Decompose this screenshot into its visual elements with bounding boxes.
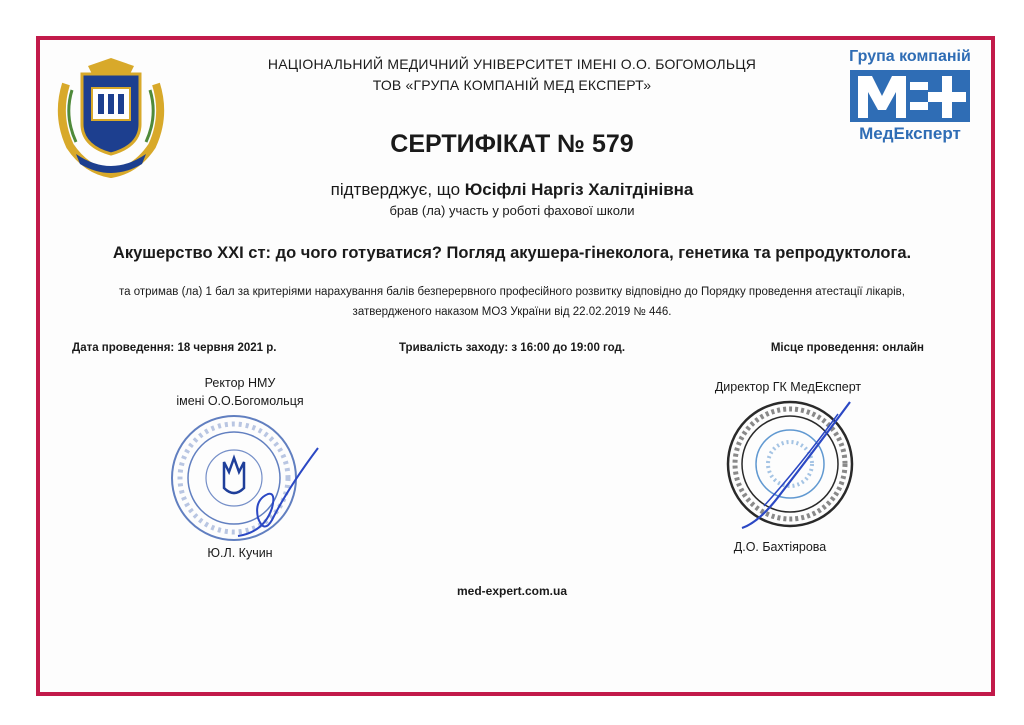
points-text-line-1: та отримав (ла) 1 бал за критеріями нарахування балів безперервного професійного розвитку відповідно до Порядку проведення атестації лікарів, xyxy=(119,286,905,298)
points-text-line-2: затвердженого наказом МОЗ України від 22.02.2019 № 446. xyxy=(352,306,672,318)
confirm-line xyxy=(0,180,1024,200)
certificate-title: СЕРТИФІКАТ № 579 xyxy=(390,130,634,158)
event-place: Місце проведення: онлайн xyxy=(770,342,924,354)
university-emblem-icon xyxy=(52,54,170,178)
rector-title-line-1: Ректор НМУ xyxy=(204,376,276,390)
recipient-name: Юсіфлі Наргіз Халітдінівна xyxy=(464,180,694,199)
university-stamp-icon xyxy=(168,408,328,548)
event-date: Дата проведення: 18 червня 2021 р. xyxy=(72,342,277,354)
logo-top-text: Група компаній xyxy=(849,48,971,65)
event-duration: Тривалість заходу: з 16:00 до 19:00 год. xyxy=(398,342,626,354)
university-name: НАЦІОНАЛЬНИЙ МЕДИЧНИЙ УНІВЕРСИТЕТ ІМЕНІ О.О. БОГОМОЛЬЦЯ xyxy=(267,56,757,72)
logo-bottom-text: МедЕксперт xyxy=(859,124,961,143)
director-name: Д.О. Бахтіярова xyxy=(733,540,827,554)
event-title: Акушерство XXI ст: до чого готуватися? Погляд акушера-гінеколога, генетика та репродуктолога. xyxy=(112,244,912,262)
company-name: ТОВ «ГРУПА КОМПАНІЙ МЕД ЕКСПЕРТ» xyxy=(372,77,652,93)
participation-text: брав (ла) участь у роботі фахової школи xyxy=(389,203,635,218)
website-link[interactable]: med-expert.com.ua xyxy=(456,584,568,598)
rector-title-line-2: імені О.О.Богомольця xyxy=(176,394,304,408)
company-stamp-icon xyxy=(720,396,870,536)
director-title: Директор ГК МедЕксперт xyxy=(714,380,862,394)
rector-name: Ю.Л. Кучин xyxy=(207,546,273,560)
confirm-prefix: підтверджує, що xyxy=(330,180,461,199)
